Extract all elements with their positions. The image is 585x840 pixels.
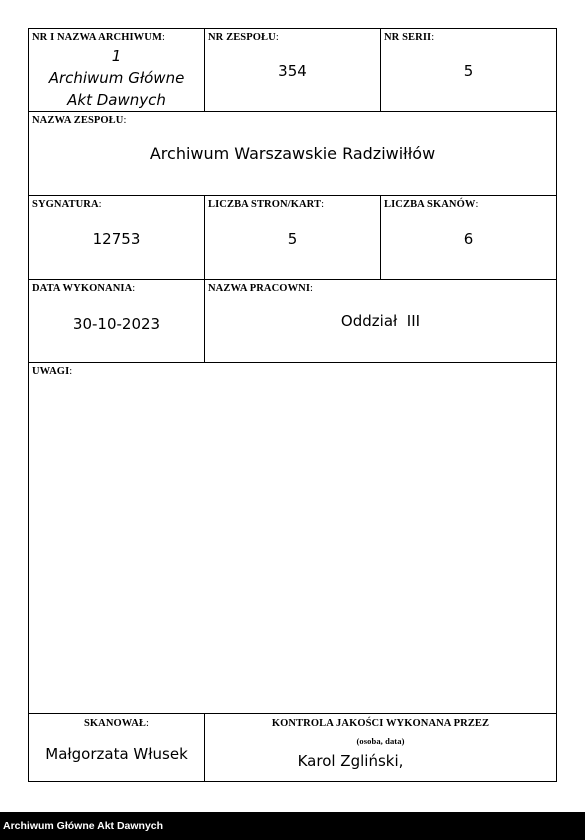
fonds-number-label: NR ZESPOŁU: — [208, 32, 279, 43]
date-cell — [29, 280, 205, 363]
notes-label: UWAGI: — [32, 366, 73, 377]
fonds-name-cell — [29, 112, 556, 196]
date-value: 30-10-2023 — [72, 315, 161, 333]
fonds-number-value: 354 — [278, 62, 307, 80]
fonds-name-label: NAZWA ZESPOŁU: — [32, 115, 127, 126]
workshop-label: NAZWA PRACOWNI: — [208, 283, 314, 294]
footer-text: Archiwum Główne Akt Dawnych — [3, 820, 164, 832]
pages-count-value: 5 — [287, 230, 298, 248]
scans-count-cell — [381, 196, 556, 280]
pages-count-cell — [205, 196, 381, 280]
archive-number: 1 — [111, 47, 122, 65]
scanned-by-label: SKANOWAŁ: — [83, 718, 150, 729]
archive-form — [28, 28, 557, 782]
signature-cell — [29, 196, 205, 280]
workshop-cell — [205, 280, 556, 363]
date-label: DATA WYKONANIA: — [32, 283, 136, 294]
quality-control-cell — [205, 714, 556, 781]
archive-name-line1: Archiwum Główne — [48, 69, 185, 87]
footer-bar — [0, 812, 585, 840]
fonds-name-value: Archiwum Warszawskie Radziwiłłów — [149, 144, 436, 163]
archive-label: NR I NAZWA ARCHIWUM: — [32, 32, 165, 43]
pages-count-label: LICZBA STRON/KART: — [208, 199, 325, 210]
notes-cell — [29, 363, 556, 714]
series-number-value: 5 — [463, 62, 474, 80]
archive-name-line2: Akt Dawnych — [67, 91, 166, 109]
scans-count-value: 6 — [463, 230, 474, 248]
scanned-by-cell — [29, 714, 205, 781]
series-number-label: NR SERII: — [384, 32, 435, 43]
workshop-value: Oddział III — [340, 312, 421, 330]
scans-count-label: LICZBA SKANÓW: — [384, 199, 479, 210]
quality-control-sublabel: (osoba, data) — [356, 736, 405, 746]
fonds-number-cell — [205, 29, 381, 112]
archive-cell — [29, 29, 205, 112]
quality-control-value: Karol Zgliński, — [297, 752, 404, 770]
quality-control-label: KONTROLA JAKOŚCI WYKONANA PRZEZ — [271, 718, 490, 729]
series-number-cell — [381, 29, 556, 112]
signature-value: 12753 — [92, 230, 141, 248]
scanned-by-value: Małgorzata Włusek — [45, 745, 188, 763]
signature-label: SYGNATURA: — [32, 199, 102, 210]
